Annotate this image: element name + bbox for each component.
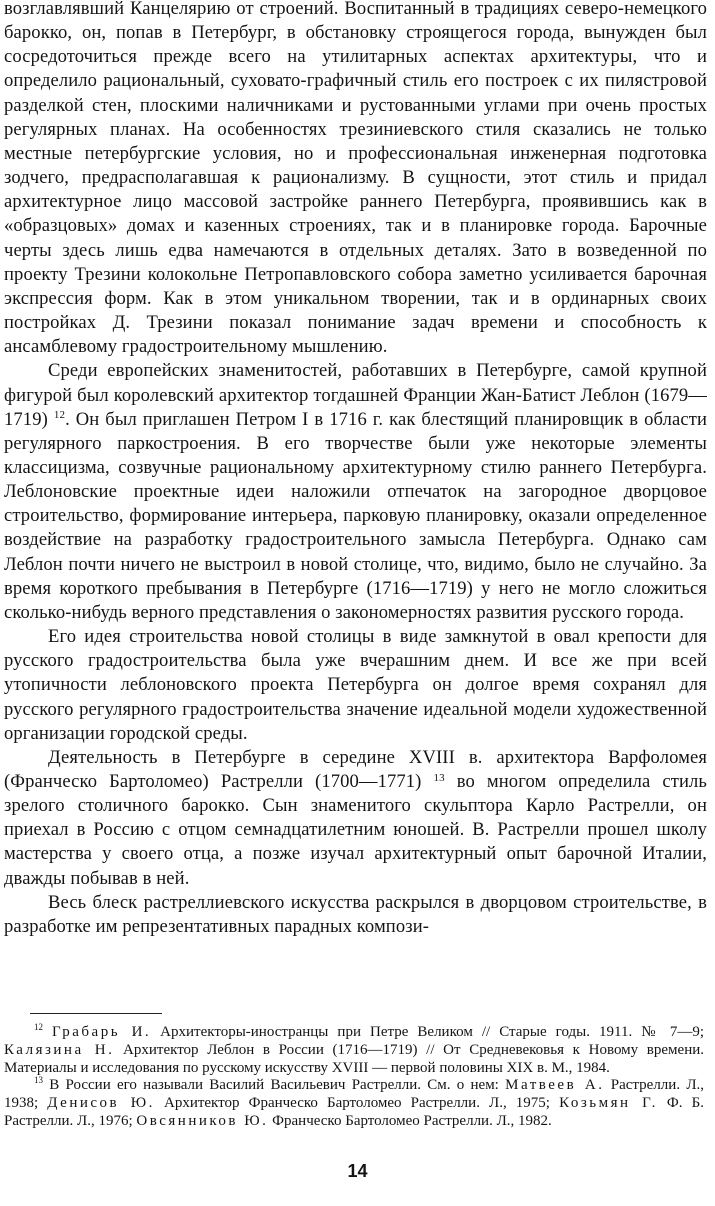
paragraph: возглавлявший Канцелярию от строений. Воспитанный в традициях северо-немецкого барокко, он, попав в Петербург, в обстановку строящегося города, вынужден был сосредоточиться прежде всего на утилитарных аспектах архитектуры, что и определило рациональный, суховато-графичный стиль его построек с их пилястровой разделкой стен, плоскими наличниками и рустованными углами при очень простых регулярных планах. На особенностях трезиниевского стиля сказались не только местные петербургские условия, но и профессиональная инженерная подготовка зодчего, предрасполагавшая к рационализму. В сущности, этот стиль и придал архитектурное лицо массовой застройке раннего Петербурга, проявившись как в «образцовых» домах и казенных строениях, так и в планировке города. Барочные черты здесь лишь едва намечаются в отдельных деталях. Зато в возведенной по проекту Трезини колокольне Петропавловского собора заметно усиливается барочная экспрессия форм. Как в этом уникальном творении, так и в ординарных своих постройках Д. Трезини показал понимание задач времени и способность к ансамблевому градостроительному мышлению.: [4, 0, 707, 358]
footnote-mark: 12: [34, 1022, 43, 1032]
footnotes: [4, 1024, 704, 1131]
author-name: Овсянников Ю.: [136, 1112, 269, 1129]
footnote-ref[interactable]: 12: [53, 409, 66, 422]
author-name: Матвеев А.: [505, 1077, 605, 1094]
main-text: [4, 0, 707, 939]
footnote-mark: 13: [34, 1075, 43, 1086]
author-name: Козьмян Г.: [559, 1095, 658, 1112]
author-name: Денисов Ю.: [47, 1095, 155, 1112]
footnote: $^{12}$ Грабарь И. Архитекторы-иностранцы при Петре Великом // Старые годы. 1911. № 7—9; Калязина Н. Архитектор Леблон в России (1716—1719) // От Средневековья к Новому времени. Материалы и исследования по русскому искусству XVIII — первой половины XIX в. М., 1984.: [4, 1022, 705, 1076]
footnote-ref[interactable]: 13: [433, 771, 445, 784]
paragraph: Его идея строительства новой столицы в виде замкнутой в овал крепости для русского градостроительства была уже вчерашним днем. И все же при всей утопичности леблоновского проекта Петербурга он долгое время сохранял для русского регулярного градостроительства значение идеальной модели художественной организации городской среды.: [4, 626, 707, 744]
author-name: Калязина Н.: [4, 1041, 115, 1058]
footnote-divider: [30, 1013, 162, 1014]
paragraph: Деятельность в Петербурге в середине XVIII в. архитектора Варфоломея (Франческо Бартоломео) Растрелли (1700—1771) $^{13}$ во многом определила стиль зрелого столичного барокко. Сын знаменитого скульптора Карло Растрелли, он приехал в Россию с отцом семнадцатилетним юношей. В. Растрелли прошел школу мастерства у своего отца, а позже изучал архитектурный опыт барочной Италии, дважды побывав в ней.: [4, 746, 707, 889]
page-number: 14: [347, 1161, 368, 1181]
paragraph: Среди европейских знаменитостей, работавших в Петербурге, самой крупной фигурой был королевский архитектор тогдашней Франции Жан-Батист Леблон (1679—1719) $^{12}$. Он был приглашен Петром I в 1716 г. как блестящий планировщик в области регулярного паркостроения. В его творчестве были уже некоторые элементы классицизма, созвучные рациональному архитектурному стилю раннего Петербурга. Леблоновские проектные идеи наложили отпечаток на загородное дворцовое строительство, формирование интерьера, парковую планировку, оказали определенное воздействие на разработку градостроительного замысла Петербурга. Однако сам Леблон почти ничего не выстроил в новой столице, что, видимо, было не случайно. За время короткого пребывания в Петербурге (1716—1719) у него не могло сложиться сколько-нибудь верного представления о закономерностях развития русского города.: [4, 360, 707, 623]
paragraph: Весь блеск растреллиевского искусства раскрылся в дворцовом строительстве, в разработке им репрезентативных парадных компози-: [4, 891, 707, 937]
author-name: Грабарь И.: [52, 1024, 152, 1040]
footnote: $^{13}$ В России его называли Василий Васильевич Растрелли. См. о нем: Матвеев А. Растрелли. Л., 1938; Денисов Ю. Архитектор Франческо Бартоломео Растрелли. Л., 1975; Козьмян Г. Ф. Б. Растрелли. Л., 1976; Овсянников Ю. Франческо Бартоломео Растрелли. Л., 1982.: [4, 1075, 705, 1129]
